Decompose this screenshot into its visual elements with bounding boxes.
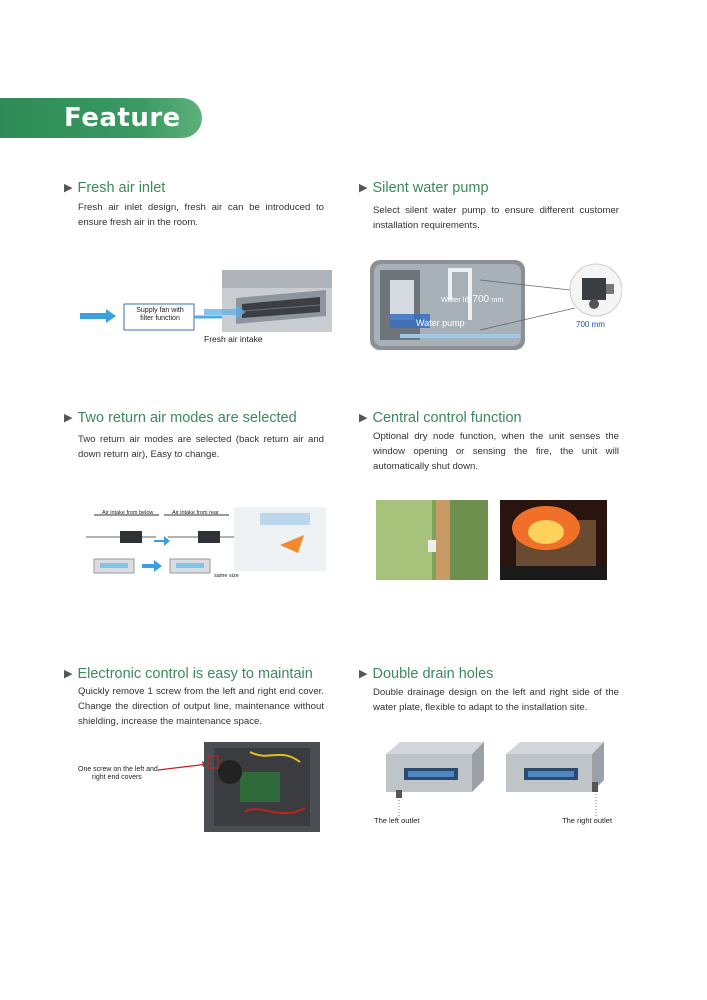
section-title-drain-holes: ▶ Double drain holes — [359, 666, 494, 682]
screw-label: One screw on the left and right end covers — [78, 766, 158, 781]
fresh-air-intake-caption: Fresh air intake — [204, 334, 263, 344]
water-pump-illustration — [370, 260, 622, 352]
page-title: Feature — [64, 103, 181, 133]
section-title-electronic-control: ▶ Electronic control is easy to maintain — [64, 666, 313, 682]
section-title-fresh-air: ▶ Fresh air inlet — [64, 180, 166, 196]
intake-rear-label: Air intake from rear — [172, 510, 219, 516]
triangle-bullet-icon: ▶ — [64, 182, 73, 194]
section-body-electronic-control: Quickly remove 1 screw from the left and right end cover. Change the direction of output line, maintenance without shielding, increase the maintenance space. — [78, 686, 324, 727]
water-pump-label: Water pump — [416, 318, 465, 328]
central-control-photos — [376, 500, 607, 580]
section-body-water-pump: Select silent water pump to ensure different customer installation requirements. — [373, 205, 619, 231]
same-size-label: same size — [214, 573, 239, 579]
section-body-drain-holes: Double drainage design on the left and right side of the water plate, flexible to adapt to the installation site. — [373, 687, 619, 713]
intake-below-label: Air intake from below — [102, 510, 154, 516]
triangle-bullet-icon: ▶ — [64, 412, 73, 424]
water-lift-label: Water lift 700 mm — [441, 294, 504, 305]
right-outlet-label: The right outlet — [562, 816, 613, 825]
triangle-bullet-icon: ▶ — [64, 668, 73, 680]
section-body-return-air: Two return air modes are selected (back return air and down return air), Easy to change. — [78, 434, 324, 460]
supply-fan-label: Supply fan with filter function — [136, 307, 184, 322]
section-body-central-control: Optional dry node function, when the unit senses the window opening or sensing the fire, the unit will automatically shut down. — [373, 431, 619, 472]
section-title-central-control: ▶ Central control function — [359, 410, 522, 426]
return-air-illustration — [84, 505, 334, 583]
section-title-water-pump: ▶ Silent water pump — [359, 180, 489, 196]
section-title-return-air: ▶ Two return air modes are selected — [64, 410, 297, 426]
electronic-control-photo — [150, 742, 320, 832]
section-body-fresh-air: Fresh air inlet design, fresh air can be introduced to ensure fresh air in the room. — [78, 202, 324, 228]
triangle-bullet-icon: ▶ — [359, 668, 368, 680]
drain-holes-illustration — [380, 740, 612, 816]
triangle-bullet-icon: ▶ — [359, 412, 368, 424]
triangle-bullet-icon: ▶ — [359, 182, 368, 194]
left-outlet-label: The left outlet — [374, 816, 420, 825]
pump-side-label: 700 mm — [576, 320, 605, 329]
